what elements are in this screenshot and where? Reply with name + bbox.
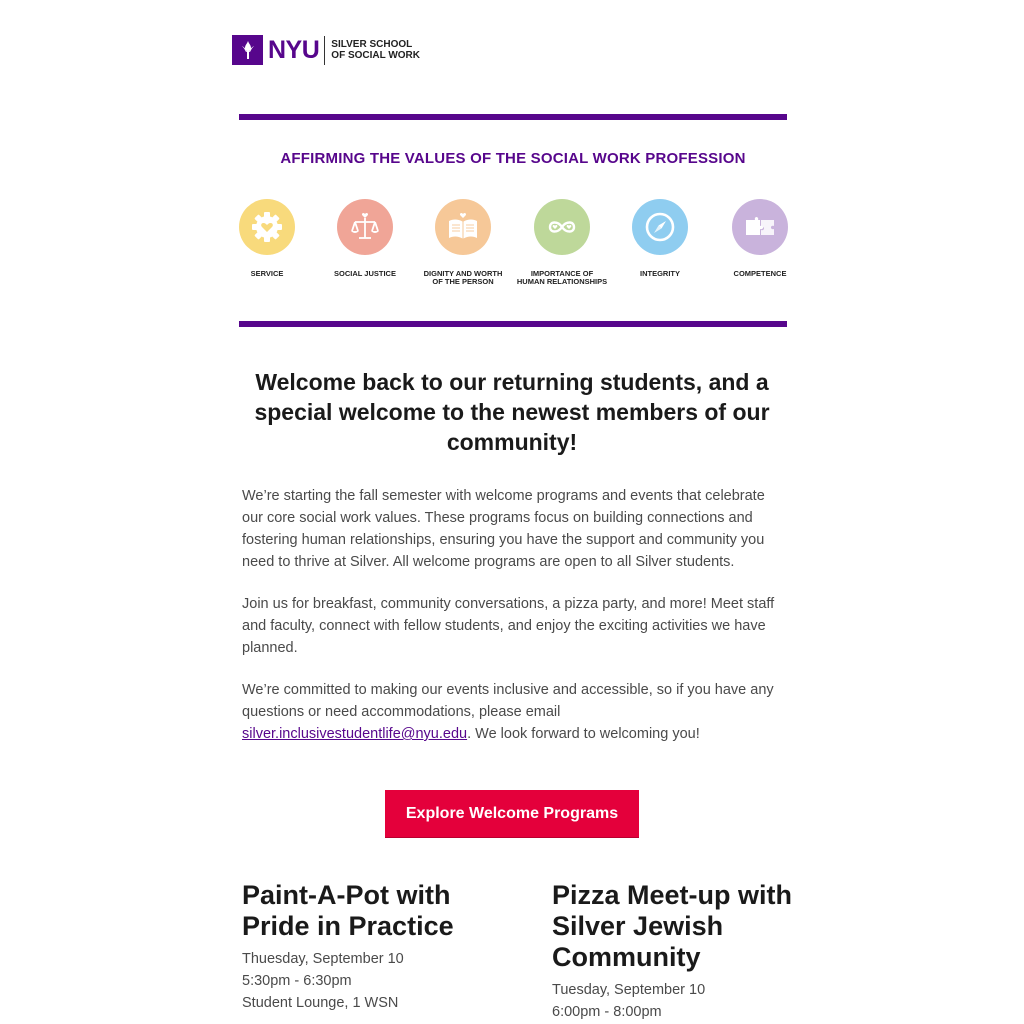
value-integrity <box>605 199 715 278</box>
banner-top-rule <box>239 114 787 120</box>
logo-school-line2: OF SOCIAL WORK <box>331 50 420 61</box>
puzzle-icon <box>732 199 788 255</box>
event-title: Paint-A-Pot with Pride in Practice <box>242 880 454 941</box>
scales-icon <box>337 199 393 255</box>
logo-school-name <box>331 39 420 61</box>
logo-divider <box>324 36 325 65</box>
value-dignity-worth <box>408 199 518 286</box>
intro-paragraph: We’re starting the fall semester with welcome programs and events that celebrate our core social work values. These programs focus on building connections and fostering human relationships, ensuring you have the support and community you need to thrive at Silver. All welcome programs are open to all Silver students. <box>242 488 765 570</box>
event-location: Student Lounge, 1 WSN <box>242 995 399 1011</box>
welcome-headline: Welcome back to our returning students, and a special welcome to the newest members of our community! <box>254 369 770 455</box>
compass-icon <box>632 199 688 255</box>
logo-school-line1: SILVER SCHOOL <box>331 39 413 50</box>
value-competence <box>705 199 815 278</box>
event-card <box>552 880 792 1023</box>
event-time: 6:00pm - 8:00pm <box>552 1004 662 1020</box>
value-label: INTEGRITY <box>639 269 680 278</box>
nyu-torch-icon <box>232 35 263 65</box>
gear-heart-icon <box>239 199 295 255</box>
email-link[interactable]: silver.inclusivestudentlife@nyu.edu <box>242 726 468 742</box>
value-label: SERVICE <box>250 269 284 278</box>
logo-wordmark: NYU <box>268 35 320 64</box>
value-label: COMPETENCE <box>733 269 787 278</box>
infinity-heart-icon <box>534 199 590 255</box>
event-date: Thuesday, September 10 <box>242 951 404 967</box>
value-human-relationships <box>507 199 617 286</box>
value-label: SOCIAL JUSTICE <box>334 269 396 278</box>
event-title: Pizza Meet-up with Silver Jewish Community <box>552 880 793 972</box>
value-social-justice <box>310 199 420 278</box>
nyu-silver-logo[interactable] <box>232 35 420 65</box>
value-service <box>212 199 322 278</box>
value-label: DIGNITY AND WORTH OF THE PERSON <box>423 269 503 286</box>
banner-bottom-rule <box>239 321 787 327</box>
accessibility-paragraph <box>242 679 782 745</box>
event-date: Tuesday, September 10 <box>552 982 706 998</box>
explore-welcome-programs-button[interactable]: Explore Welcome Programs <box>385 790 639 838</box>
activities-paragraph: Join us for breakfast, community conversations, a pizza party, and more! Meet staff and faculty, connect with fellow students, and enjoy the exciting activities we have planned. <box>242 596 775 656</box>
accessibility-text-before: We’re committed to making our events inclusive and accessible, so if you have any questions or need accommodations, please email <box>242 682 774 720</box>
value-label: IMPORTANCE OF HUMAN RELATIONSHIPS <box>516 269 608 286</box>
open-book-icon <box>435 199 491 255</box>
accessibility-text-after: . We look forward to welcoming you! <box>467 726 700 742</box>
values-banner-title: AFFIRMING THE VALUES OF THE SOCIAL WORK PROFESSION <box>280 150 746 167</box>
event-card <box>242 880 502 1014</box>
event-time: 5:30pm - 6:30pm <box>242 973 352 989</box>
